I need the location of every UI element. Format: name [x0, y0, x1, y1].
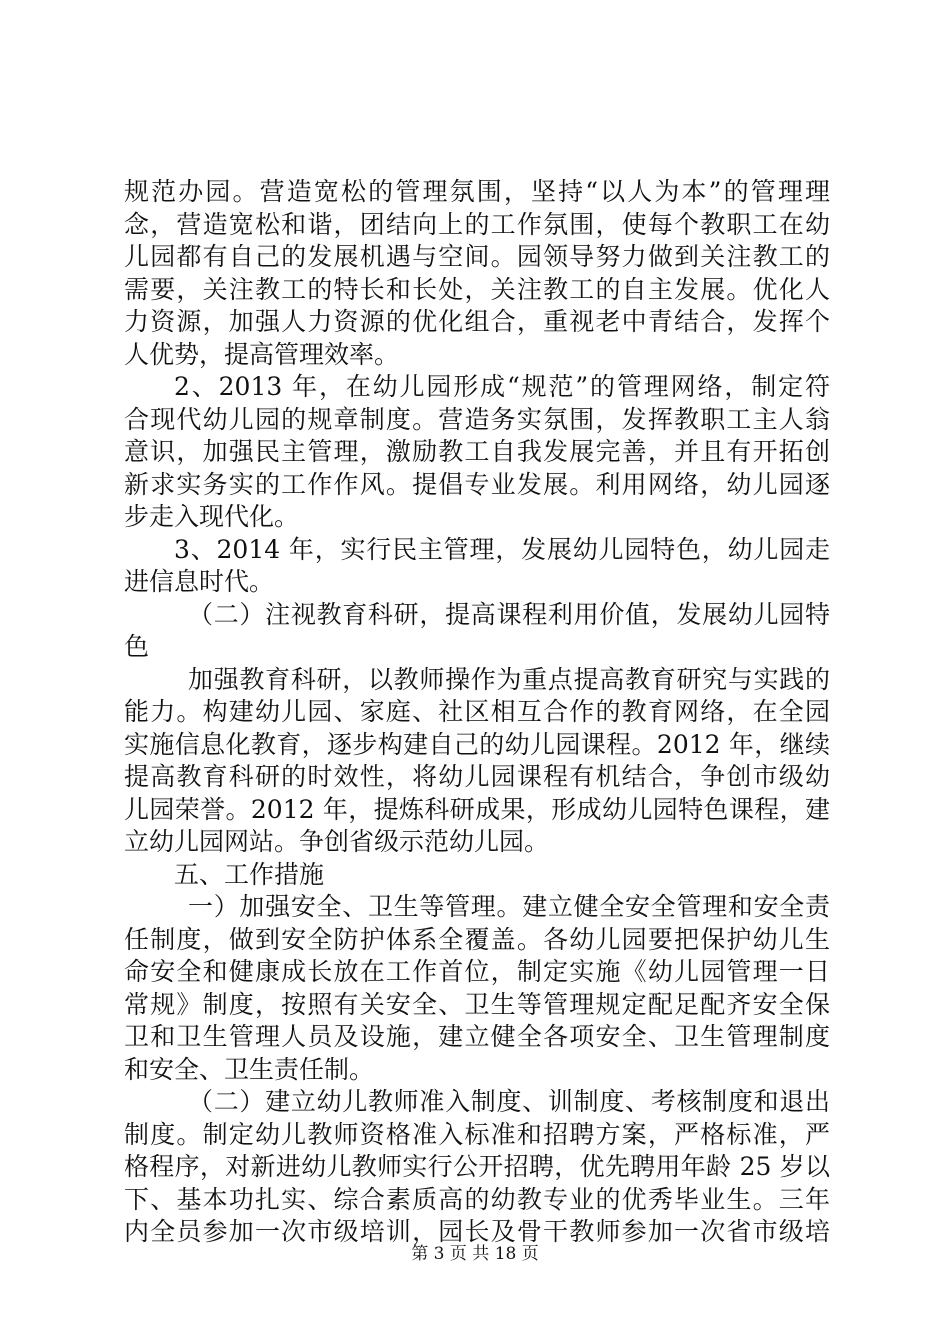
document-body	[124, 176, 830, 1249]
text-line: 任制度，做到安全防护体系全覆盖。各幼儿园要把保护幼儿生	[124, 924, 830, 954]
text-line: 提高教育科研的时效性，将幼儿园课程有机结合，争创市级幼	[124, 762, 830, 791]
text-line: （二）建立幼儿教师准入制度、训制度、考核制度和退出	[188, 1087, 830, 1116]
text-line: 进信息时代。	[124, 567, 275, 596]
text-line: （二）注视教育科研，提高课程利用价值，发展幼儿园特	[188, 599, 830, 629]
text-line: 加强教育科研，以教师操作为重点提高教育研究与实践的	[188, 664, 830, 694]
text-line: 命安全和健康成长放在工作首位，制定实施《幼儿园管理一日	[124, 957, 830, 986]
text-line: 立幼儿园网站。争创省级示范幼儿园。	[124, 827, 550, 856]
text-line: 意识，加强民主管理，激励教工自我发展完善，并且有开拓创	[124, 437, 830, 466]
text-line: 念，营造宽松和谐，团结向上的工作氛围，使每个教职工在幼	[124, 209, 830, 239]
text-line: 规范办园。营造宽松的管理氛围，坚持“以人为本”的管理理	[124, 177, 830, 206]
text-line: 一）加强安全、卫生等管理。建立健全安全管理和安全责	[188, 892, 830, 921]
text-line: 制度。制定幼儿教师资格准入标准和招聘方案，严格标准，严	[124, 1119, 830, 1149]
text-line: 2、2013 年，在幼儿园形成“规范”的管理网络，制定符	[174, 372, 830, 401]
text-line: 常规》制度，按照有关安全、卫生等管理规定配足配齐安全保	[124, 989, 830, 1019]
text-line: 人优势，提高管理效率。	[124, 339, 400, 369]
text-line: 3、2014 年，实行民主管理，发展幼儿园特色，幼儿园走	[174, 534, 830, 564]
text-line: 合现代幼儿园的规章制度。营造务实氛围，发挥教职工主人翁	[124, 404, 830, 434]
text-line: 和安全、卫生责任制。	[124, 1054, 375, 1084]
text-line: 能力。构建幼儿园、家庭、社区相互合作的教育网络，在全园	[124, 697, 830, 726]
text-line: 实施信息化教育，逐步构建自己的幼儿园课程。2012 年，继续	[124, 729, 830, 759]
text-line: 五、工作措施	[174, 859, 325, 889]
text-line: 内全员参加一次市级培训，园长及骨干教师参加一次省市级培	[124, 1217, 830, 1246]
text-line: 下、基本功扎实、综合素质高的幼教专业的优秀毕业生。三年	[124, 1184, 830, 1214]
text-line: 儿园都有自己的发展机遇与空间。园领导努力做到关注教工的	[124, 242, 830, 271]
text-line: 需要，关注教工的特长和长处，关注教工的自主发展。优化人	[124, 274, 830, 304]
text-line: 色	[124, 632, 150, 661]
page-number-footer: 第 3 页 共 18 页	[411, 1244, 539, 1264]
text-line: 卫和卫生管理人员及设施，建立健全各项安全、卫生管理制度	[124, 1022, 830, 1051]
text-line: 步走入现代化。	[124, 502, 300, 531]
text-line: 儿园荣誉。2012 年，提炼科研成果，形成幼儿园特色课程，建	[124, 794, 830, 824]
text-line: 力资源，加强人力资源的优化组合，重视老中青结合，发挥个	[124, 307, 830, 336]
text-line: 格程序，对新进幼儿教师实行公开招聘，优先聘用年龄 25 岁以	[124, 1152, 830, 1181]
text-line: 新求实务实的工作作风。提倡专业发展。利用网络，幼儿园逐	[124, 469, 830, 499]
